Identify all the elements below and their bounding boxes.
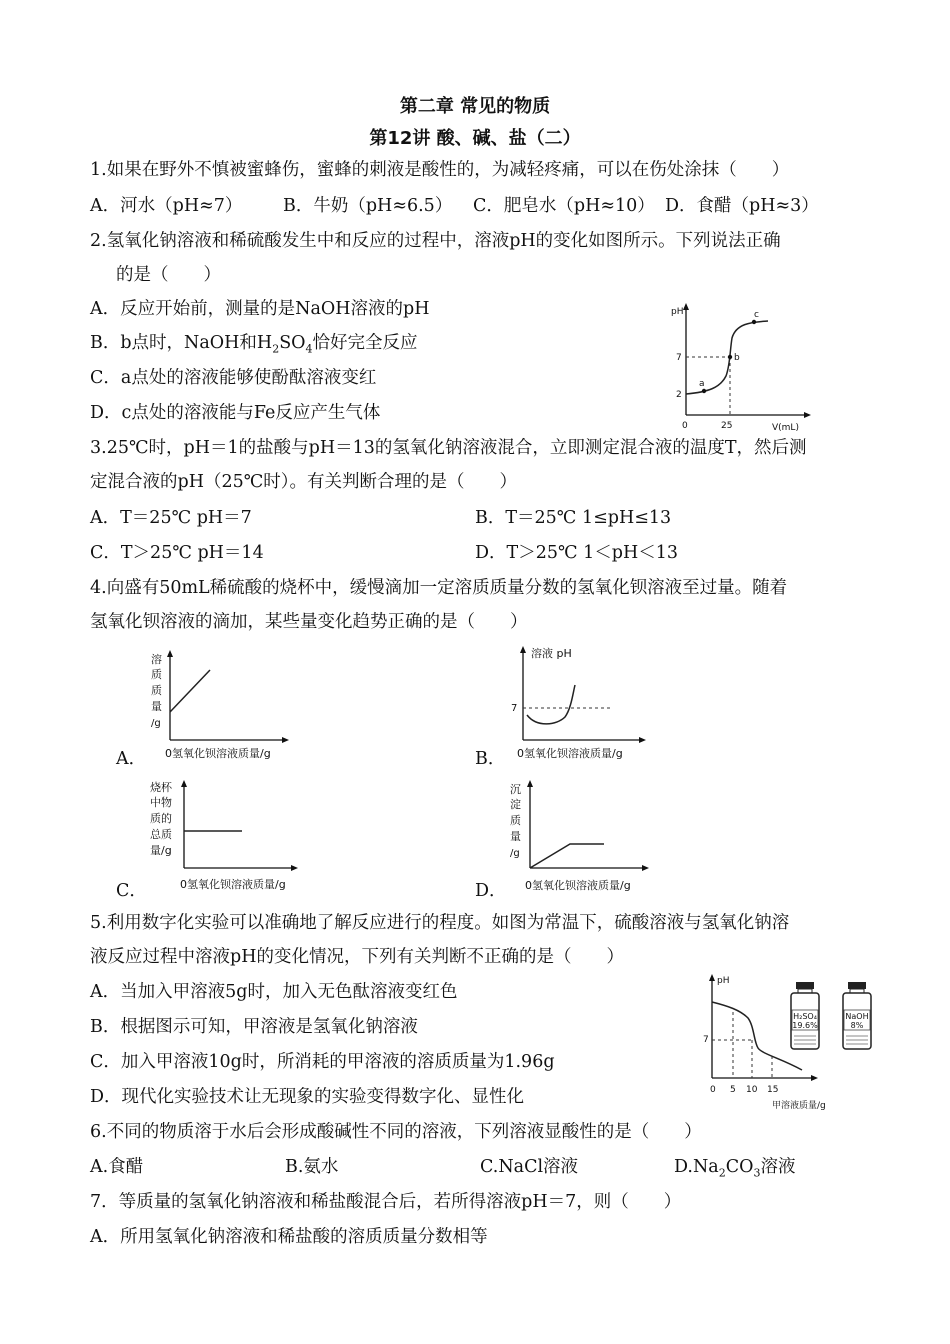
q4-label-d: D． [475, 881, 507, 901]
q4-c-x-label: 0氢氧化钡溶液质量/g [180, 878, 286, 891]
svg-text:总质: 总质 [150, 828, 172, 841]
q4-b-x-label: 0氢氧化钡溶液质量/g [517, 747, 623, 760]
q3-stem-line2: 定混合液的pH（25℃时）。有关判断合理的是（ ） [90, 472, 518, 492]
svg-text:量: 量 [151, 700, 162, 713]
svg-text:8%: 8% [850, 1021, 864, 1030]
q2-y-label: pH [671, 307, 684, 317]
q5-bottles [786, 980, 886, 1055]
q2-option-d: D．c点处的溶液能与Fe反应产生气体 [90, 403, 381, 423]
svg-text:H₂SO₄: H₂SO₄ [793, 1012, 817, 1021]
q3-option-a: A．T＝25℃ pH＝7 [90, 508, 252, 528]
q4-b-curve [527, 685, 575, 724]
q2-option-a: A．反应开始前，测量的是NaOH溶液的pH [90, 299, 430, 319]
svg-text:沉: 沉 [510, 783, 521, 796]
q6-option-c: C.NaCl溶液 [480, 1157, 579, 1177]
svg-text:15: 15 [767, 1085, 779, 1095]
q4-label-b: B． [475, 749, 506, 769]
q2-y7: 7 [676, 353, 682, 363]
q4-d-x-label: 0氢氧化钡溶液质量/g [525, 879, 631, 892]
q4-a-x-label: 0氢氧化钡溶液质量/g [165, 747, 271, 760]
q5-option-b: B．根据图示可知，甲溶液是氢氧化钠溶液 [90, 1017, 418, 1037]
q2-stem-line2: 的是（ ） [116, 265, 221, 285]
svg-text:/g: /g [510, 848, 520, 859]
q4-graph-d [508, 778, 658, 894]
q4-stem-line1: 4.向盛有50mL稀硫酸的烧杯中，缓慢滴加一定溶质质量分数的氢氧化钡溶液至过量。随着 [90, 578, 788, 598]
svg-text:质: 质 [510, 814, 521, 827]
h2so4-bottle [791, 982, 819, 1049]
q4-graph-b [505, 643, 655, 763]
q2-origin: 0 [682, 421, 688, 431]
q2-label-b: b [734, 353, 740, 363]
q2-stem-line1: 2.氢氧化钠溶液和稀硫酸发生中和反应的过程中，溶液pH的变化如图所示。下列说法正确 [90, 231, 781, 251]
q5-option-a: A．当加入甲溶液5g时，加入无色酞溶液变红色 [90, 982, 458, 1002]
q3-stem-line1: 3.25℃时，pH＝1的盐酸与pH＝13的氢氧化钠溶液混合，立即测定混合液的温度T，然后测 [90, 438, 807, 458]
q5-stem-line1: 5.利用数字化实验可以准确地了解反应进行的程度。如图为常温下，硫酸溶液与氢氧化钠溶 [90, 913, 790, 933]
q2-ph-chart [668, 300, 818, 435]
q1-option-a: A．河水（pH≈7） [90, 196, 243, 216]
q6-stem: 6.不同的物质溶于水后会形成酸碱性不同的溶液，下列溶液显酸性的是（ ） [90, 1122, 702, 1142]
svg-text:10: 10 [746, 1085, 758, 1095]
svg-text:19.6%: 19.6% [792, 1021, 818, 1030]
q6-option-d: $D.Na_2CO_3$溶液 [674, 1157, 796, 1180]
naoh-bottle [843, 982, 871, 1049]
q3-option-d: D．T＞25℃ 1＜pH＜13 [475, 543, 678, 563]
svg-text:量: 量 [510, 830, 521, 843]
q4-stem-line2: 氢氧化钡溶液的滴加，某些量变化趋势正确的是（ ） [90, 612, 528, 632]
q4-label-c: C． [116, 881, 147, 901]
svg-text:/g: /g [151, 718, 161, 729]
q1-option-d: D．食醋（pH≈3） [665, 196, 819, 216]
q5-y-label: pH [717, 976, 730, 986]
svg-text:0: 0 [710, 1085, 716, 1095]
q6-option-a: A.食醋 [90, 1157, 144, 1177]
chapter-title: 第二章 常见的物质 [399, 96, 551, 117]
q3-option-c: C．T＞25℃ pH＝14 [90, 543, 264, 563]
q6-option-b: B.氨水 [285, 1157, 339, 1177]
q2-x-label: V(mL) [772, 423, 799, 433]
svg-text:量/g: 量/g [150, 844, 172, 857]
q1-option-b: B．牛奶（pH≈6.5） [283, 196, 453, 216]
svg-text:质: 质 [151, 668, 162, 681]
svg-text:烧杯: 烧杯 [150, 781, 172, 794]
q2-x25: 25 [721, 421, 733, 431]
svg-text:质的: 质的 [150, 812, 172, 825]
q2-point-a [702, 389, 706, 393]
svg-text:淀: 淀 [510, 798, 521, 811]
q5-option-d: D．现代化实验技术让无现象的实验变得数字化、显性化 [90, 1087, 525, 1107]
q5-stem-line2: 液反应过程中溶液pH的变化情况，下列有关判断不正确的是（ ） [90, 947, 624, 967]
q1-option-c: C．肥皂水（pH≈10） [473, 196, 655, 216]
q5-option-c: C．加入甲溶液10g时，所消耗的甲溶液的溶质质量为1.96g [90, 1052, 555, 1072]
svg-text:中物: 中物 [150, 796, 172, 809]
q4-b-y-label: 溶液 pH [531, 647, 572, 660]
q3-option-b: B．T＝25℃ 1≤pH≤13 [475, 508, 672, 528]
q2-point-c [752, 320, 756, 324]
q4-graph-a [148, 648, 298, 763]
q2-option-b: B．b点时，NaOH和$H_2SO_4$恰好完全反应 [90, 333, 418, 356]
svg-text:质: 质 [151, 684, 162, 697]
svg-text:溶: 溶 [151, 653, 162, 666]
q5-x-label: 甲溶液质量/g [772, 1101, 826, 1111]
q4-d-line [530, 844, 604, 868]
q2-label-c: c [754, 310, 759, 320]
q4-a-line [170, 670, 210, 712]
q7-stem: 7．等质量的氢氧化钠溶液和稀盐酸混合后，若所得溶液pH＝7，则（ ） [90, 1192, 682, 1212]
q7-option-a: A．所用氢氧化钠溶液和稀盐酸的溶质质量分数相等 [90, 1227, 488, 1247]
q2-label-a: a [699, 379, 705, 389]
svg-text:7: 7 [703, 1035, 709, 1045]
q1-stem: 1.如果在野外不慎被蜜蜂伤，蜜蜂的刺液是酸性的，为减轻疼痛，可以在伤处涂抹（ ） [90, 160, 790, 180]
q4-label-a: A． [116, 749, 147, 769]
q2-point-b [728, 355, 732, 359]
q2-option-c: C．a点处的溶液能够使酚酞溶液变红 [90, 368, 377, 388]
q2-y2: 2 [676, 390, 682, 400]
q4-graph-c [150, 776, 305, 894]
lesson-title: 第12讲 酸、碱、盐（二） [369, 128, 581, 149]
svg-text:5: 5 [730, 1085, 736, 1095]
svg-text:7: 7 [511, 703, 518, 714]
svg-text:NaOH: NaOH [845, 1012, 869, 1021]
